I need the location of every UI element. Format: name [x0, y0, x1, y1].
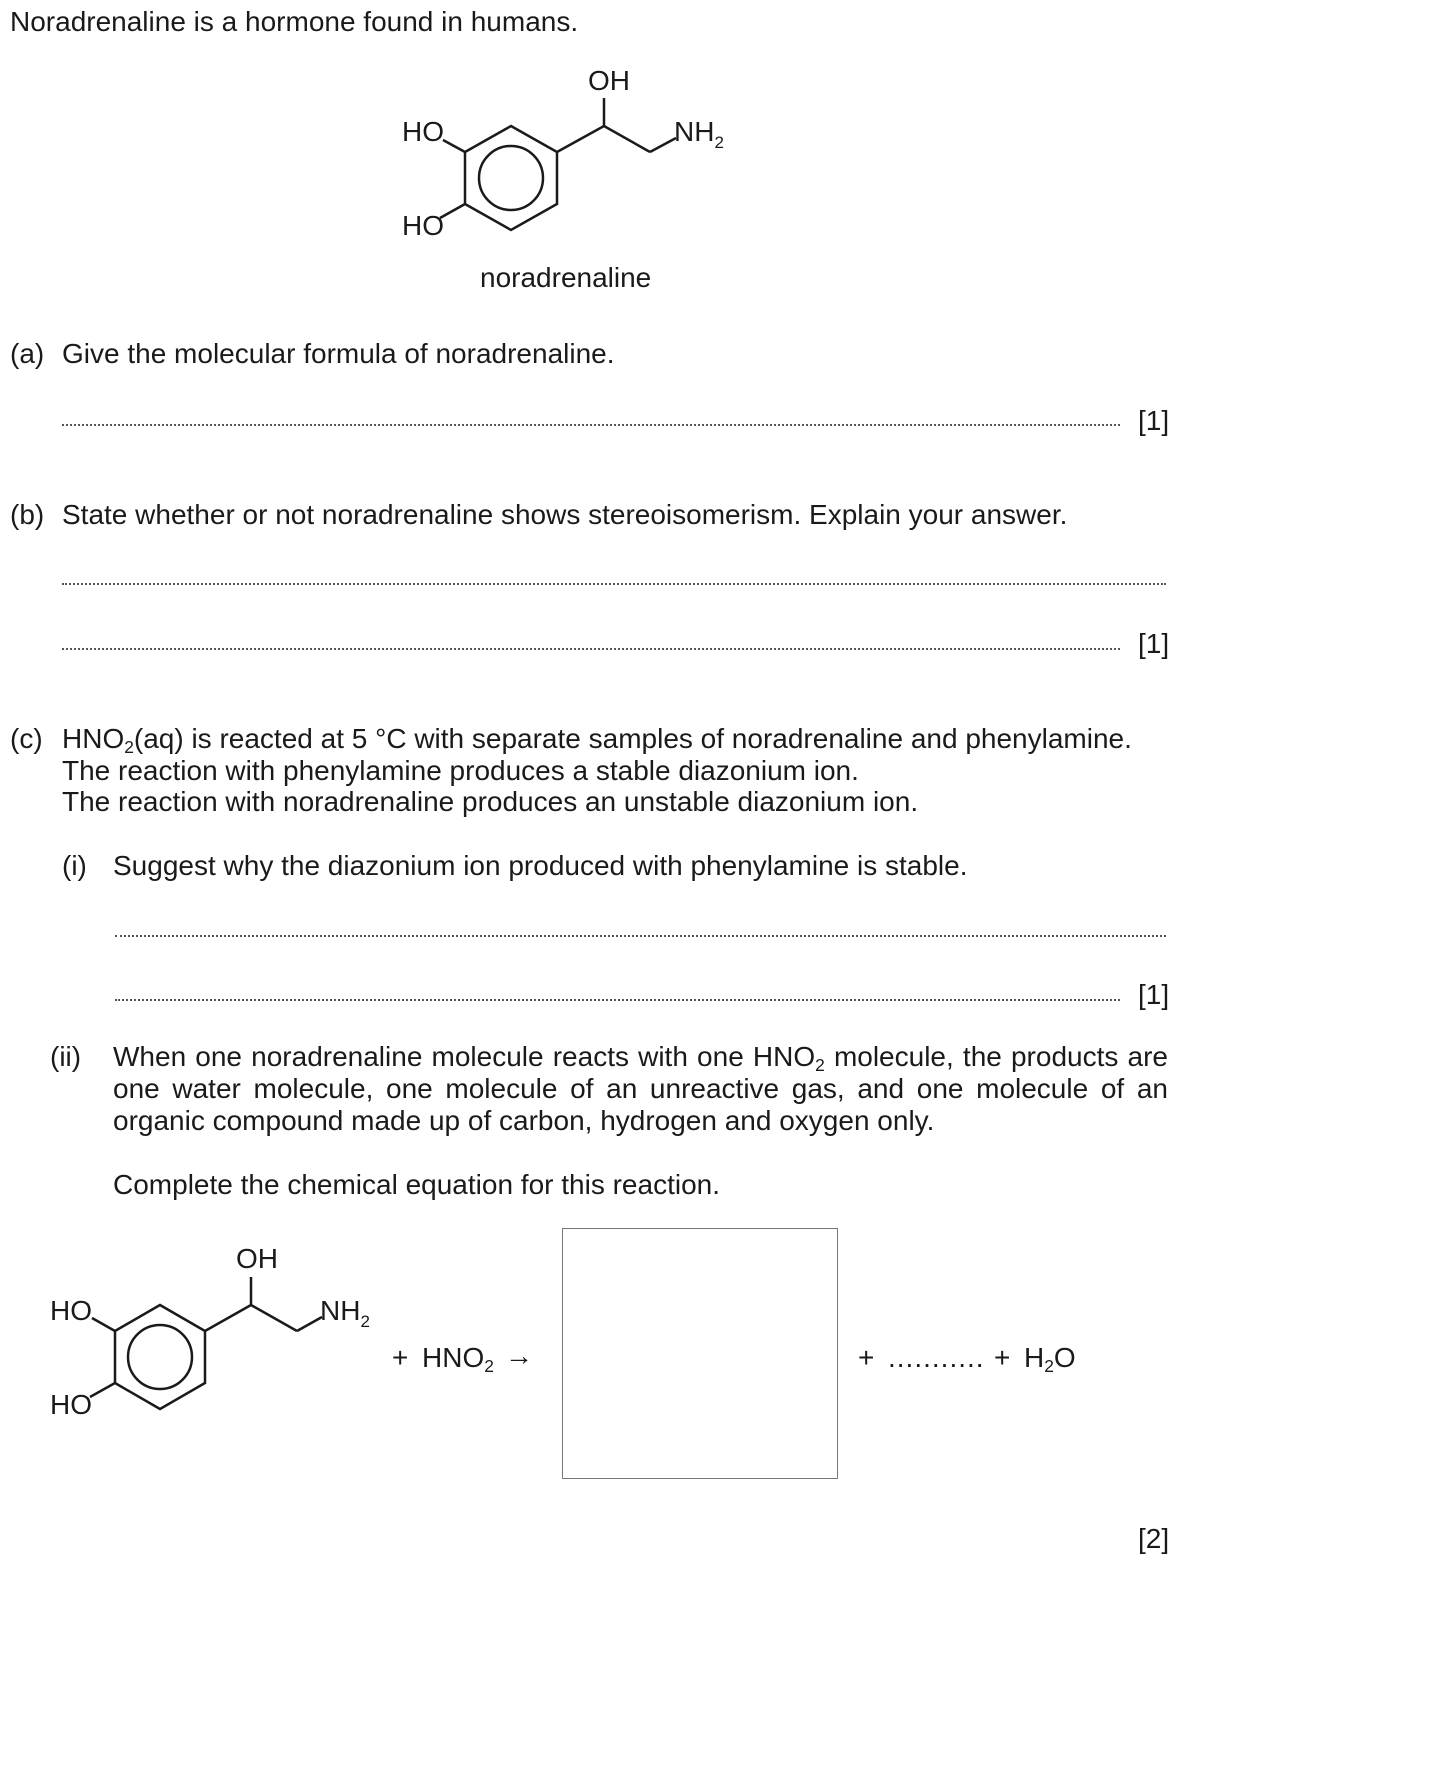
equation-hno2: $HNO_2$	[422, 1342, 494, 1376]
oh-label: OH	[588, 65, 630, 96]
part-c-i-question: Suggest why the diazonium ion produced with phenylamine is stable.	[113, 850, 968, 881]
reactant-nh2-label: $NH_2$	[320, 1295, 370, 1331]
reactant-ho-label-bottom: HO	[50, 1389, 92, 1420]
product-answer-box[interactable]	[562, 1228, 838, 1479]
part-a-question: Give the molecular formula of noradrenaline.	[62, 338, 615, 369]
equation-plus-1: +	[392, 1342, 409, 1373]
equation-arrow: →	[505, 1340, 533, 1371]
part-c-i-label: (i)	[62, 850, 87, 881]
part-b-label: (b)	[10, 499, 45, 530]
equation-plus-2: +	[858, 1342, 875, 1373]
ho-label-top: HO	[402, 116, 444, 147]
part-c-line-2: The reaction with phenylamine produces a stable diazonium ion.	[62, 755, 859, 786]
nh2-label: $NH_2$	[674, 116, 724, 152]
gas-answer-blank[interactable]: ...........	[888, 1342, 985, 1373]
structure-caption: noradrenaline	[480, 262, 652, 293]
equation-plus-3: +	[994, 1342, 1011, 1373]
equation-water: $H_2O$	[1024, 1342, 1076, 1376]
part-c-ii-label: (ii)	[50, 1041, 82, 1072]
part-b-mark: [1]	[1138, 628, 1170, 659]
part-c-line-3: The reaction with noradrenaline produces an unstable diazonium ion.	[62, 786, 919, 817]
part-a-label: (a)	[10, 338, 45, 369]
part-c-ii-instruction: Complete the chemical equation for this reaction.	[113, 1169, 720, 1200]
ho-label-bottom: HO	[402, 210, 444, 241]
part-c-ii-text: When one noradrenaline molecule reacts with one $HNO_2$ molecule, the products are one water molecule, one molecule of an unreactive gas, and one molecule of an organic compound made up of carbon, hydrogen and oxygen only.	[113, 1041, 1168, 1136]
part-c-ii-mark: [2]	[1138, 1523, 1170, 1554]
reactant-ho-label-top: HO	[50, 1295, 92, 1326]
intro-text: Noradrenaline is a hormone found in humans.	[10, 6, 579, 37]
part-b-question: State whether or not noradrenaline shows stereoisomerism. Explain your answer.	[62, 499, 1068, 530]
reactant-oh-label: OH	[236, 1243, 278, 1274]
part-c-i-mark: [1]	[1138, 979, 1170, 1010]
part-c-line-1: $HNO_2(aq)$ is reacted at 5 °C with separate samples of noradrenaline and phenylamine.	[62, 723, 1132, 757]
part-c-label: (c)	[10, 723, 43, 754]
part-a-mark: [1]	[1138, 405, 1170, 436]
